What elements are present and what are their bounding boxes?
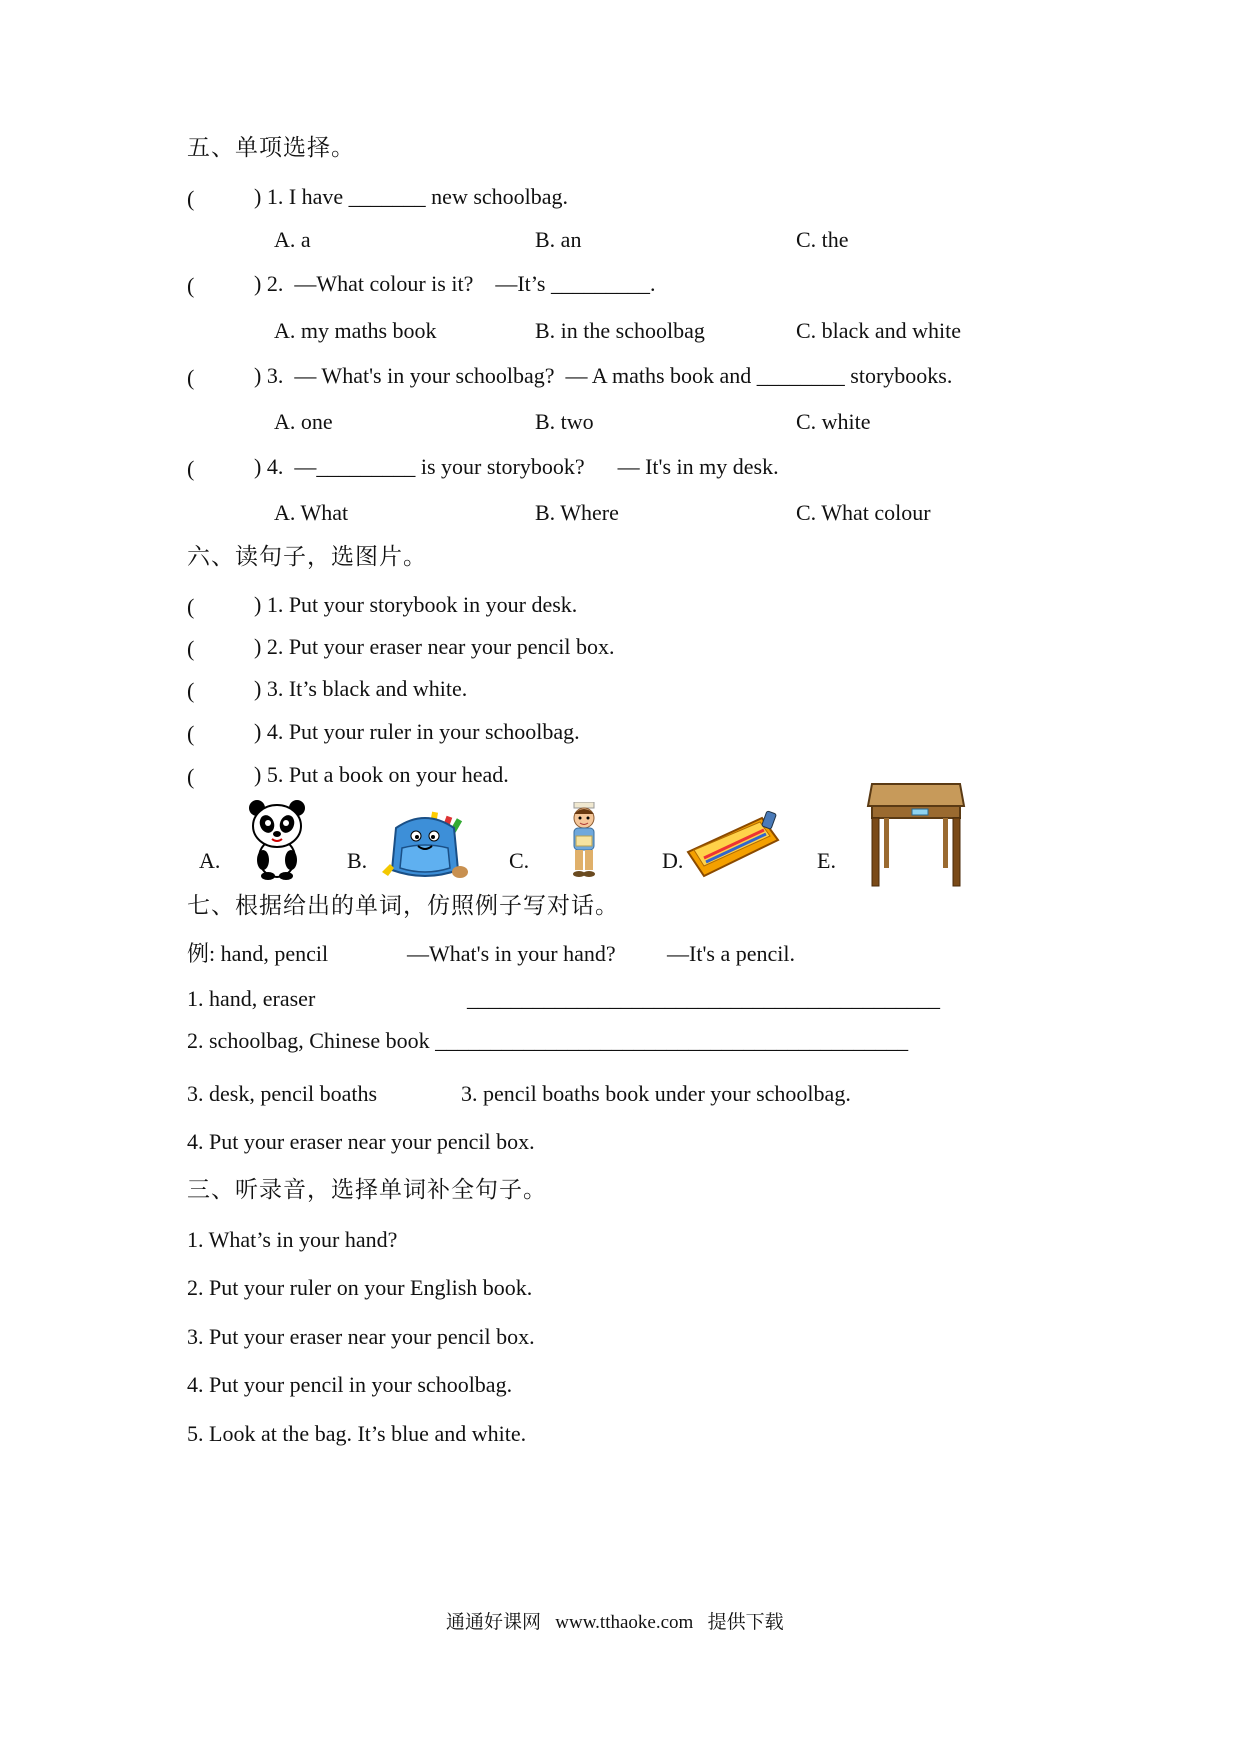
option-a: A. one (274, 409, 333, 434)
option-b: B. in the schoolbag (535, 318, 705, 343)
answer-paren[interactable]: ( (187, 365, 195, 390)
picture-label-a: A. (199, 848, 221, 873)
answer-paren[interactable]: ( (187, 273, 195, 298)
option-c: C. white (796, 409, 871, 434)
picture-label-e: E. (817, 848, 836, 873)
example-answer: —It's a pencil. (667, 941, 795, 966)
listen-item-3: 3. Put your eraser near your pencil box. (187, 1324, 535, 1349)
answer-paren[interactable]: ( (187, 764, 195, 789)
answer-paren[interactable]: ( (187, 721, 195, 746)
question-stem: ) 4. —_________ is your storybook? — It's in my desk. (254, 454, 779, 479)
pencil-box-icon (684, 808, 784, 882)
answer-paren[interactable]: ( (187, 456, 195, 481)
task3-answer: 3. pencil boaths book under your schoolbag. (461, 1081, 851, 1106)
option-b: B. an (535, 227, 582, 252)
picture-label-b: B. (347, 848, 368, 873)
task3-words: 3. desk, pencil boaths (187, 1081, 378, 1106)
option-a: A. What (274, 500, 349, 525)
listen-item-4: 4. Put your pencil in your schoolbag. (187, 1372, 513, 1397)
option-c: C. What colour (796, 500, 931, 525)
picture-label-d: D. (662, 848, 684, 873)
item-text: ) 3. It’s black and white. (254, 676, 468, 701)
task1-answer-blank[interactable]: ___________________________________________ (467, 986, 940, 1011)
item-text: ) 2. Put your eraser near your pencil box. (254, 634, 615, 659)
answer-paren[interactable]: ( (187, 678, 195, 703)
listen-item-2: 2. Put your ruler on your English book. (187, 1275, 533, 1300)
section7-heading: 七、根据给出的单词，仿照例子写对话。 (187, 893, 619, 918)
example-words: 例: hand, pencil (187, 941, 329, 966)
option-b: B. two (535, 409, 594, 434)
answer-paren[interactable]: ( (187, 636, 195, 661)
desk-icon (866, 782, 966, 888)
option-b: B. Where (535, 500, 619, 525)
answer-paren[interactable]: ( (187, 594, 195, 619)
task1-words: 1. hand, eraser (187, 986, 316, 1011)
section6-heading: 六、读句子，选图片。 (187, 544, 427, 569)
task2-line[interactable]: 2. schoolbag, Chinese book ___________________________________________ (187, 1028, 909, 1053)
page-footer: 通通好课网 www.tthaoke.com 提供下载 (446, 1612, 784, 1633)
item-text: ) 1. Put your storybook in your desk. (254, 592, 578, 617)
panda-icon (246, 798, 308, 880)
option-a: A. my maths book (274, 318, 437, 343)
picture-label-c: C. (509, 848, 530, 873)
example-question: —What's in your hand? (407, 941, 616, 966)
boy-icon (566, 802, 602, 882)
task4-line: 4. Put your eraser near your pencil box. (187, 1129, 535, 1154)
option-c: C. black and white (796, 318, 961, 343)
question-stem: ) 1. I have _______ new schoolbag. (254, 184, 569, 209)
section3-heading: 三、听录音，选择单词补全句子。 (187, 1177, 547, 1202)
listen-item-5: 5. Look at the bag. It’s blue and white. (187, 1421, 527, 1446)
question-stem: ) 2. —What colour is it? —It’s _________. (254, 271, 656, 296)
answer-paren[interactable]: ( (187, 186, 195, 211)
section5-heading: 五、单项选择。 (187, 135, 355, 160)
option-c: C. the (796, 227, 849, 252)
item-text: ) 4. Put your ruler in your schoolbag. (254, 719, 580, 744)
listen-item-1: 1. What’s in your hand? (187, 1227, 398, 1252)
option-a: A. a (274, 227, 311, 252)
item-text: ) 5. Put a book on your head. (254, 762, 509, 787)
schoolbag-icon (380, 806, 470, 882)
question-stem: ) 3. — What's in your schoolbag? — A maths book and ________ storybooks. (254, 363, 953, 388)
